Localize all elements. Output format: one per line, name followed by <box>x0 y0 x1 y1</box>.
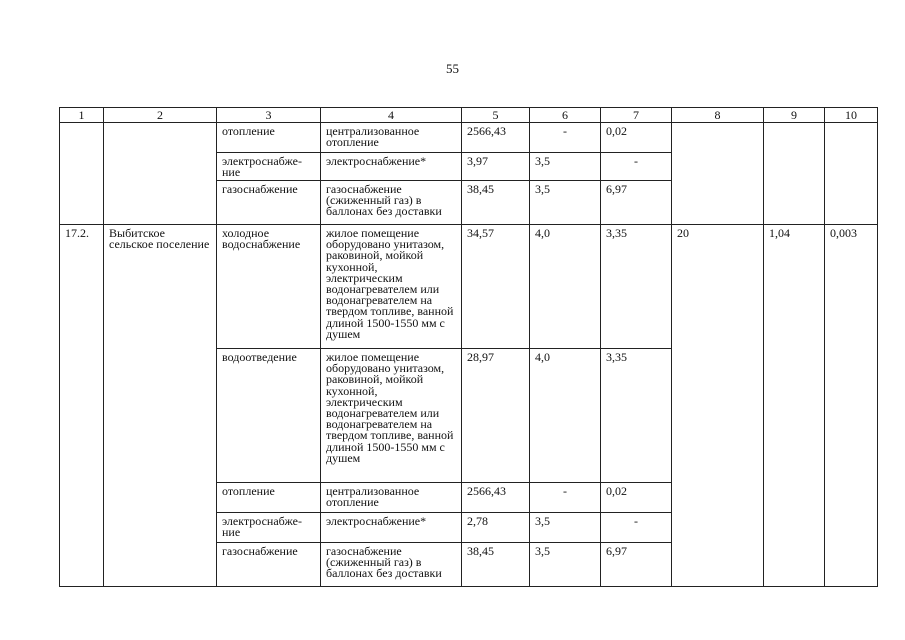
value-cell-5: 2,78 <box>462 513 530 543</box>
value-cell-6: 3,5 <box>530 181 601 225</box>
section-number: 17.2. <box>60 225 104 587</box>
value-cell-6: - <box>530 483 601 513</box>
service-cell: электроснабже-ние <box>217 513 321 543</box>
service-cell: отопление <box>217 483 321 513</box>
service-cell: газоснабжение <box>217 543 321 587</box>
col-header-10: 10 <box>825 108 878 123</box>
value-cell-5: 38,45 <box>462 181 530 225</box>
col-header-8: 8 <box>672 108 764 123</box>
description-cell: жилое помещение оборудовано унитазом, раковиной, мойкой кухонной, электрическим водонагревателем или водонагревателем на твердом топливе, ванной длиной 1500-1550 мм с душем <box>321 225 462 349</box>
column-number-row <box>60 108 878 123</box>
value-cell-7: - <box>601 153 672 181</box>
value-cell-10: 0,003 <box>825 225 878 587</box>
value-cell-6: - <box>530 123 601 153</box>
value-cell-5: 28,97 <box>462 349 530 483</box>
value-cell-5: 3,97 <box>462 153 530 181</box>
value-cell-6: 4,0 <box>530 349 601 483</box>
value-cell-7: 0,02 <box>601 123 672 153</box>
value-cell-9: 1,04 <box>764 225 825 587</box>
value-cell-6: 3,5 <box>530 513 601 543</box>
description-cell: электроснабжение* <box>321 153 462 181</box>
value-cell-6: 4,0 <box>530 225 601 349</box>
empty-cell <box>60 123 104 225</box>
value-cell-7: 6,97 <box>601 543 672 587</box>
empty-cell <box>672 123 764 225</box>
value-cell-8: 20 <box>672 225 764 587</box>
table-row <box>60 225 878 349</box>
page-number: 55 <box>446 61 459 76</box>
value-cell-7: 3,35 <box>601 349 672 483</box>
col-header-9: 9 <box>764 108 825 123</box>
value-cell-7: 0,02 <box>601 483 672 513</box>
service-cell: газоснабжение <box>217 181 321 225</box>
col-header-7: 7 <box>601 108 672 123</box>
service-cell: электроснабже-ние <box>217 153 321 181</box>
empty-cell <box>104 123 217 225</box>
col-header-5: 5 <box>462 108 530 123</box>
empty-cell <box>764 123 825 225</box>
col-header-3: 3 <box>217 108 321 123</box>
col-header-2: 2 <box>104 108 217 123</box>
empty-cell <box>825 123 878 225</box>
description-cell: централизованное отопление <box>321 123 462 153</box>
value-cell-5: 2566,43 <box>462 483 530 513</box>
value-cell-7: 3,35 <box>601 225 672 349</box>
description-cell: электроснабжение* <box>321 513 462 543</box>
value-cell-7: 6,97 <box>601 181 672 225</box>
section-name: Выбитское сельское поселение <box>104 225 217 587</box>
value-cell-5: 2566,43 <box>462 123 530 153</box>
value-cell-6: 3,5 <box>530 153 601 181</box>
service-cell: водоотведение <box>217 349 321 483</box>
description-cell: жилое помещение оборудовано унитазом, раковиной, мойкой кухонной, электрическим водонагревателем или водонагревателем на твердом топливе, ванной длиной 1500-1550 мм с душем <box>321 349 462 483</box>
table-row <box>60 123 878 153</box>
value-cell-5: 38,45 <box>462 543 530 587</box>
col-header-4: 4 <box>321 108 462 123</box>
description-cell: газоснабжение (сжиженный газ) в баллонах без доставки <box>321 543 462 587</box>
value-cell-7: - <box>601 513 672 543</box>
value-cell-5: 34,57 <box>462 225 530 349</box>
service-cell: отопление <box>217 123 321 153</box>
service-cell: холодное водоснабжение <box>217 225 321 349</box>
description-cell: централизованное отопление <box>321 483 462 513</box>
col-header-1: 1 <box>60 108 104 123</box>
value-cell-6: 3,5 <box>530 543 601 587</box>
col-header-6: 6 <box>530 108 601 123</box>
tariff-table <box>59 107 878 587</box>
description-cell: газоснабжение (сжиженный газ) в баллонах без доставки <box>321 181 462 225</box>
